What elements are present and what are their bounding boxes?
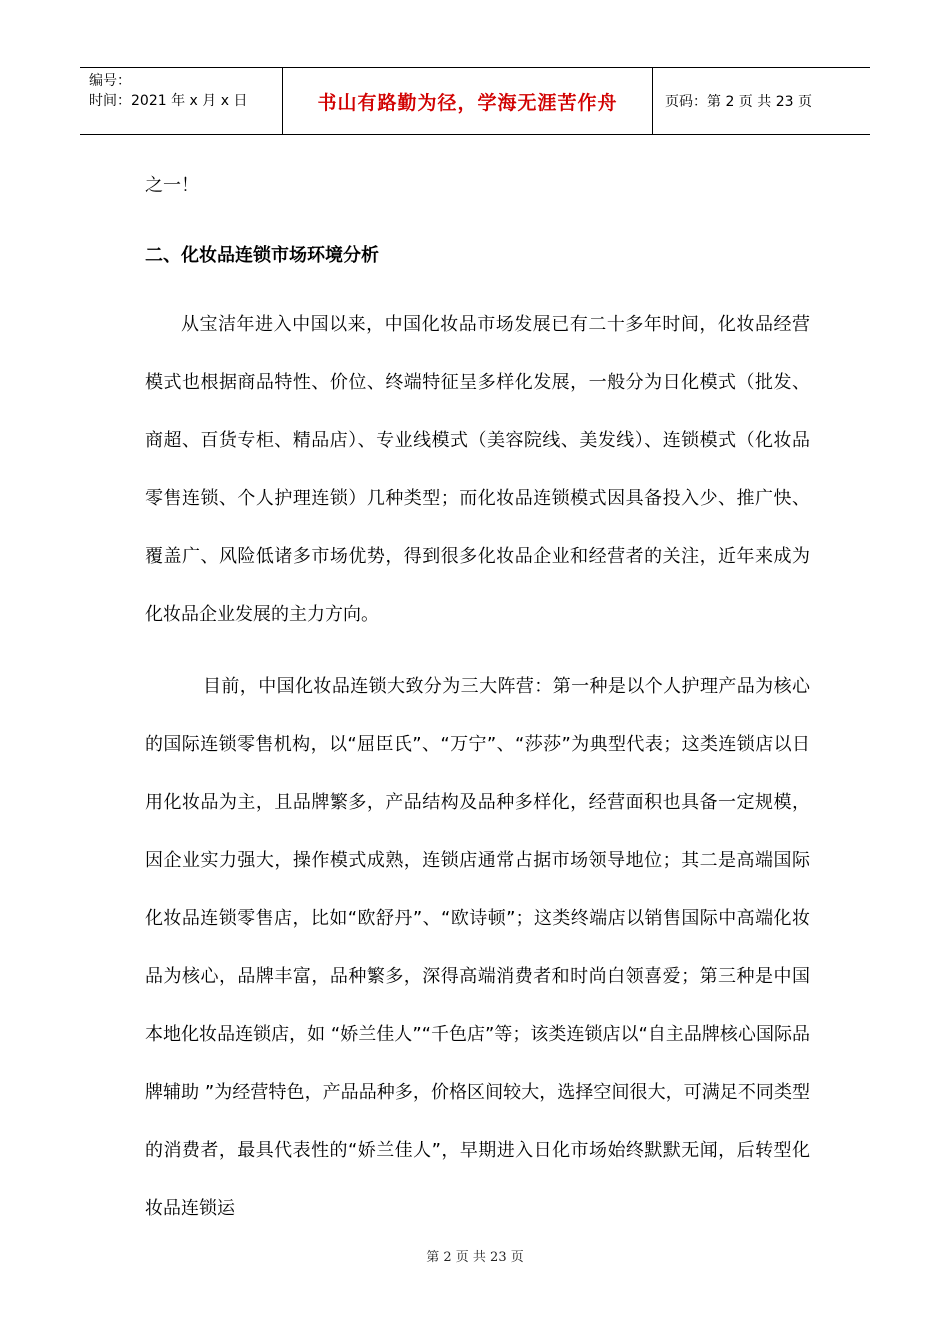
body-paragraph: 目前，中国化妆品连锁大致分为三大阵营：第一种是以个人护理产品为核心的国际连锁零售机构，以“屈臣氏”、“万宁”、“莎莎”为典型代表；这类连锁店以日用化妆品为主，且品牌繁多，产品结构及品种多样化，经营面积也具备一定规模，因企业实力强大，操作模式成熟，连锁店通常占据市场领导地位；其二是高端国际化妆品连锁零售店，比如“欧舒丹”、“欧诗顿”；这类终端店以销售国际中高端化妆品为核心，品牌丰富，品种繁多，深得高端消费者和时尚白领喜爱；第三种是中国本地化妆品连锁店，如 “娇兰佳人”“千色店”等；该类连锁店以“自主品牌核心国际品牌辅助 ”为经营特色，产品品种多，价格区间较大，选择空间很大，可满足不同类型的消费者，最具代表性的“娇兰佳人”，早期进入日化市场始终默默无闻，后转型化妆品连锁运 xyxy=(145,676,810,1219)
section-heading: 二、化妆品连锁市场环境分析 xyxy=(145,245,379,266)
document-number-label: 编号： xyxy=(89,73,131,89)
document-header xyxy=(80,67,870,135)
header-motto: 书山有路勤为径，学海无涯苦作舟 xyxy=(317,91,618,114)
document-time-label: 时间：2021 年 x 月 x 日 xyxy=(89,93,248,109)
document-body xyxy=(145,160,810,1238)
header-motto-cell xyxy=(282,68,653,134)
header-page-info: 页码：第 2 页 共 23 页 xyxy=(665,94,812,110)
body-paragraph: 从宝洁年进入中国以来，中国化妆品市场发展已有二十多年时间，化妆品经营模式也根据商品特性、价位、终端特征呈多样化发展，一般分为日化模式（批发、商超、百货专柜、精品店）、专业线模式（美容院线、美发线）、连锁模式（化妆品零售连锁、个人护理连锁）几种类型；而化妆品连锁模式因具备投入少、推广快、覆盖广、风险低诸多市场优势，得到很多化妆品企业和经营者的关注，近年来成为化妆品企业发展的主力方向。 xyxy=(145,314,810,625)
page-footer: 第 2 页 共 23 页 xyxy=(426,1250,524,1265)
header-meta xyxy=(80,68,282,134)
header-page-cell xyxy=(653,68,870,134)
continuation-text: 之一！ xyxy=(145,175,199,196)
